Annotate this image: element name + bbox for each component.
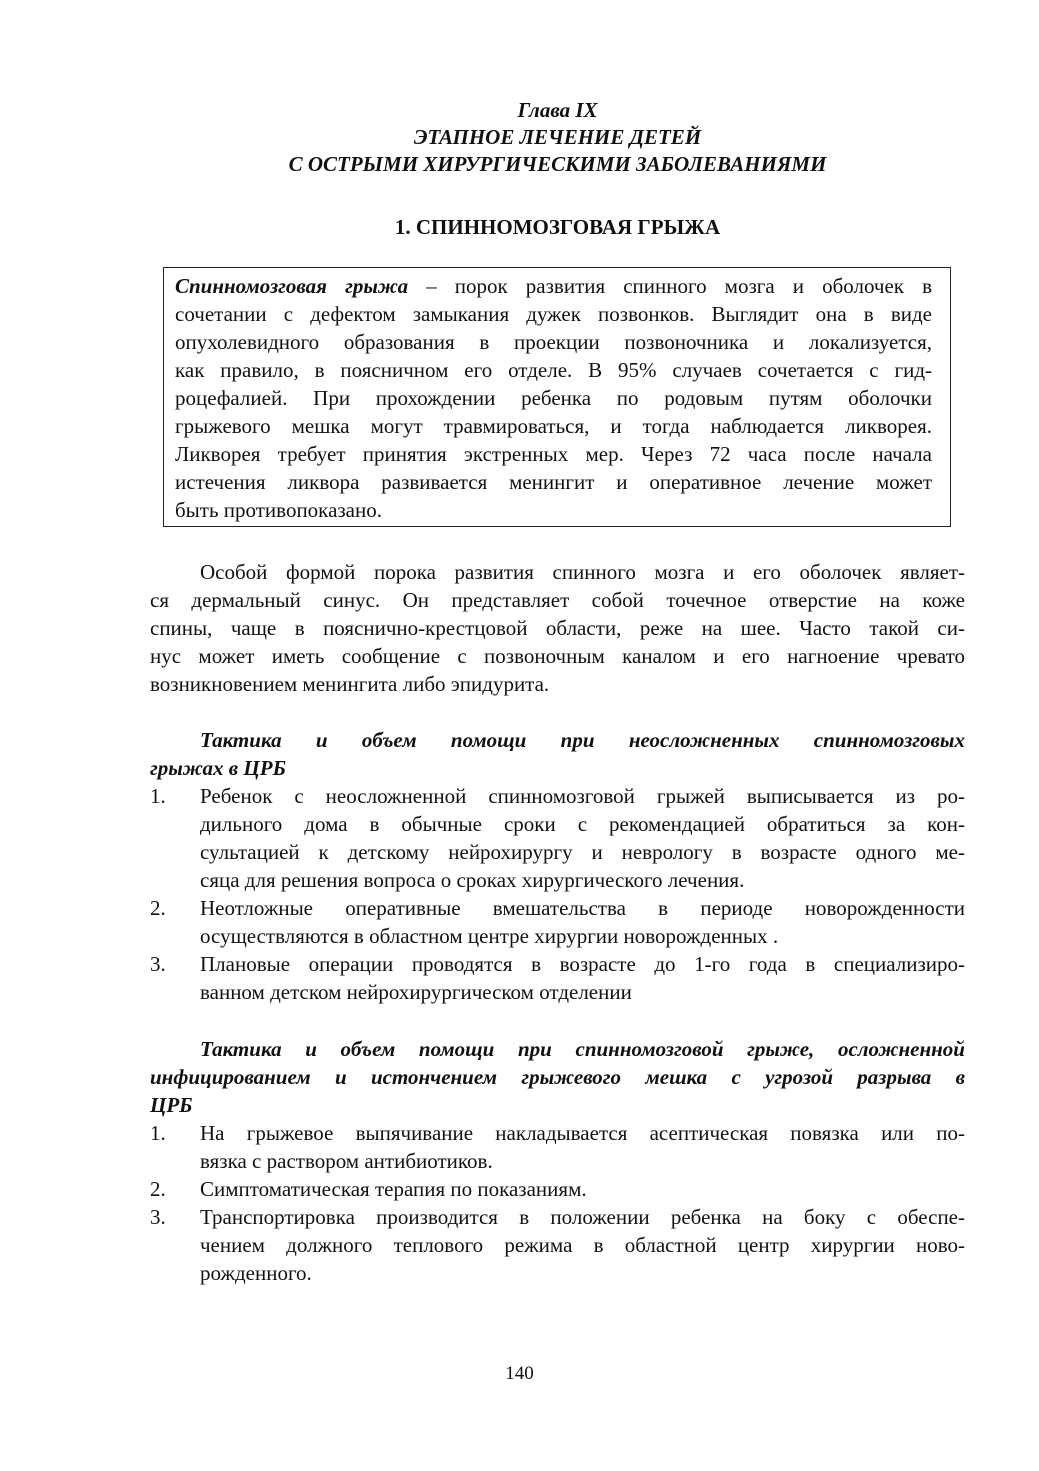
list-item: [150, 1119, 965, 1175]
heading-line: инфицированием и истончением грыжевого мешка с угрозой разрыва в: [150, 1065, 965, 1089]
definition-line: Спинномозговая грыжа – порок развития спинного мозга и оболочек в: [175, 274, 932, 298]
paragraph-line: Особой формой порока развития спинного мозга и его оболочек являет-: [200, 560, 965, 584]
list-item-number: 1.: [150, 784, 166, 808]
numbered-list-uncomplicated: [150, 782, 965, 1006]
list-item-number: 3.: [150, 1205, 166, 1229]
definition-line: сочетании с дефектом замыкания дужек позвонков. Выглядит она в виде: [175, 302, 932, 326]
list-item: [150, 950, 965, 1006]
list-item-line: На грыжевое выпячивание накладывается асептическая повязка или по-: [200, 1121, 965, 1145]
numbered-list-complicated: [150, 1119, 965, 1287]
heading-line: Тактика и объем помощи при неосложненных спинномозговых: [200, 728, 965, 752]
page-number: 140: [505, 1363, 534, 1384]
list-item-line: дильного дома в обычные сроки с рекомендацией обратиться за кон-: [200, 812, 965, 836]
section-heading-complicated: [150, 1035, 965, 1119]
list-item-number: 2.: [150, 1177, 166, 1201]
list-item-line: Ребенок с неосложненной спинномозговой грыжей выписывается из ро-: [200, 784, 965, 808]
chapter-title-line: С ОСТРЫМИ ХИРУРГИЧЕСКИМИ ЗАБОЛЕВАНИЯМИ: [288, 152, 827, 176]
list-item-line: вязка с раствором антибиотиков.: [200, 1149, 493, 1173]
list-item: [150, 894, 965, 950]
list-item-number: 1.: [150, 1121, 166, 1145]
list-item-line: сяца для решения вопроса о сроках хирургического лечения.: [200, 868, 745, 892]
definition-line: опухолевидного образования в проекции позвоночника и локализуется,: [175, 330, 932, 354]
definition-line: истечения ликвора развивается менингит и оперативное лечение может: [175, 470, 932, 494]
section-title: 1. СПИННОМОЗГОВАЯ ГРЫЖА: [394, 215, 721, 239]
heading-line: ЦРБ: [150, 1093, 193, 1117]
definition-line: грыжевого мешка могут травмироваться, и тогда наблюдается ликворея.: [175, 414, 932, 438]
list-item-line: Симптоматическая терапия по показаниям.: [200, 1177, 587, 1201]
chapter-title-line: ЭТАПНОЕ ЛЕЧЕНИЕ ДЕТЕЙ: [413, 125, 702, 149]
list-item-line: Транспортировка производится в положении ребенка на боку с обеспе-: [200, 1205, 965, 1229]
chapter-number: Глава IX: [517, 98, 598, 122]
paragraph-line: нус может иметь сообщение с позвоночным каналом и его нагноение чревато: [150, 644, 965, 668]
chapter-heading: [150, 97, 965, 178]
list-item: [150, 782, 965, 894]
list-item-line: ванном детском нейрохирургическом отделении: [200, 980, 632, 1004]
list-item: [150, 1203, 965, 1287]
list-item-line: рожденного.: [200, 1261, 312, 1285]
definition-term: Спинномозговая грыжа: [175, 274, 409, 298]
definition-box: [163, 267, 951, 527]
list-item-line: чением должного теплового режима в областной центр хирургии ново-: [200, 1233, 965, 1257]
definition-line: роцефалией. При прохождении ребенка по родовым путям оболочки: [175, 386, 932, 410]
paragraph-line: спины, чаще в пояснично-крестцовой области, реже на шее. Часто такой си-: [150, 616, 965, 640]
section-heading-uncomplicated: [150, 726, 965, 782]
list-item-line: Неотложные оперативные вмешательства в периоде новорожденности: [200, 896, 965, 920]
definition-line: как правило, в поясничном его отделе. В 95% случаев сочетается с гид-: [175, 358, 932, 382]
list-item-number: 2.: [150, 896, 166, 920]
definition-line: Ликворея требует принятия экстренных мер. Через 72 часа после начала: [175, 442, 932, 466]
heading-line: Тактика и объем помощи при спинномозговой грыже, осложненной: [200, 1037, 965, 1061]
list-item: [150, 1175, 965, 1203]
definition-line: быть противопоказано.: [175, 498, 382, 522]
heading-line: грыжах в ЦРБ: [150, 756, 286, 780]
list-item-line: сультацией к детскому нейрохирургу и неврологу в возрасте одного ме-: [200, 840, 965, 864]
paragraph-line: ся дермальный синус. Он представляет собой точечное отверстие на коже: [150, 588, 965, 612]
list-item-number: 3.: [150, 952, 166, 976]
paragraph-line: возникновением менингита либо эпидурита.: [150, 672, 550, 696]
body-paragraph: [150, 558, 965, 698]
list-item-line: осуществляются в областном центре хирургии новорожденных .: [200, 924, 779, 948]
list-item-line: Плановые операции проводятся в возрасте до 1-го года в специализиро-: [200, 952, 965, 976]
